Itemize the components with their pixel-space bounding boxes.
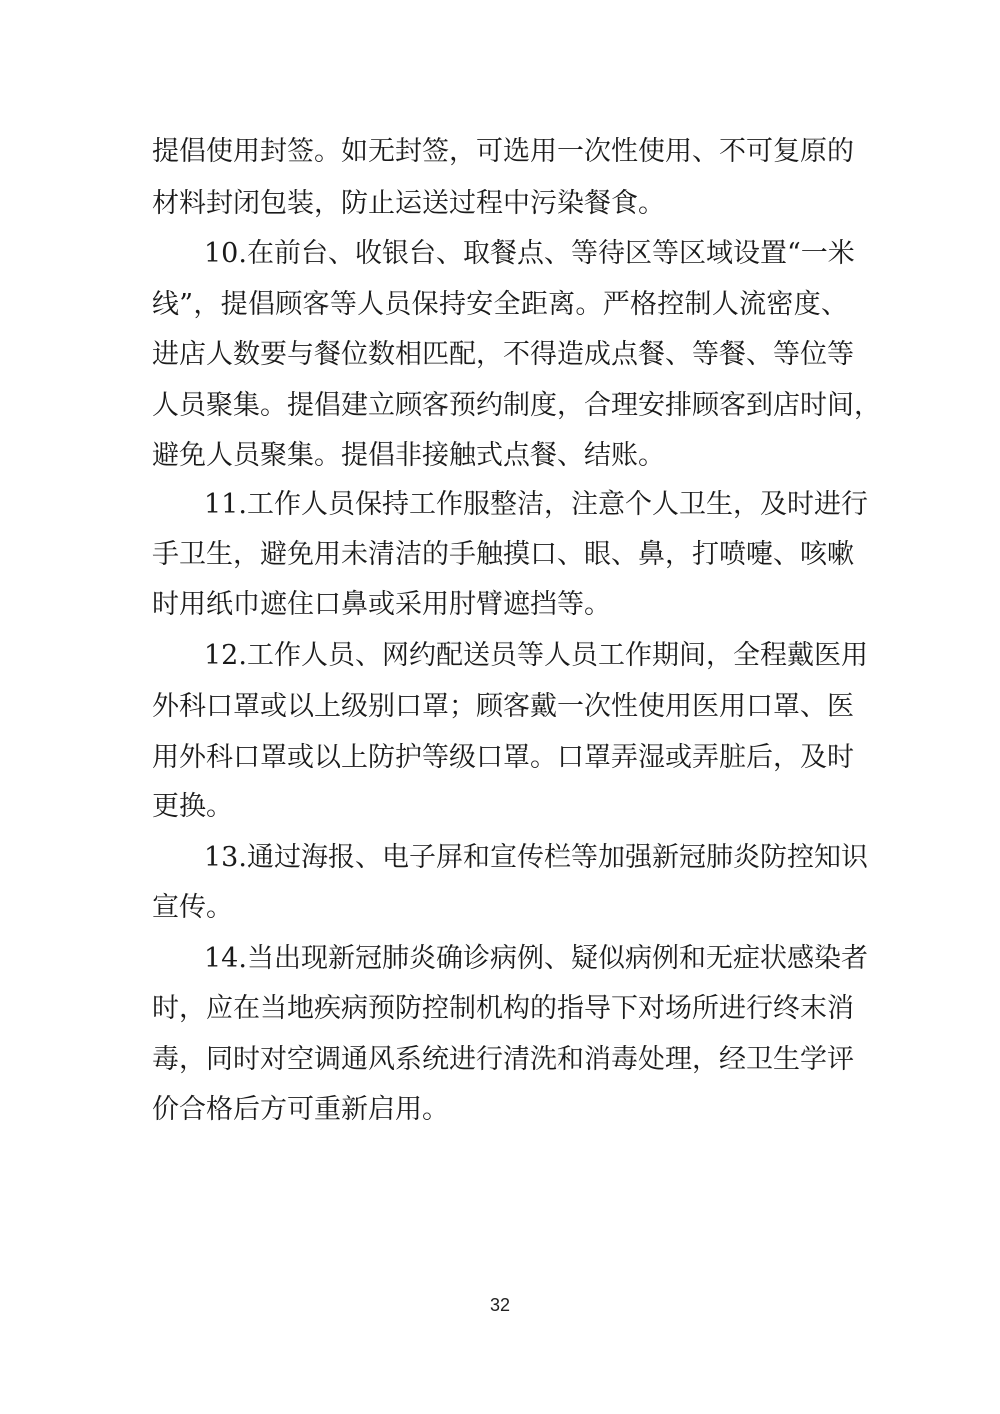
paragraph-line: 外科口罩或以上级别口罩；顾客戴一次性使用医用口罩、医 xyxy=(152,691,854,722)
paragraph-line: 人员聚集。提倡建立顾客预约制度，合理安排顾客到店时间， xyxy=(152,390,881,421)
paragraph-line: 11.工作人员保持工作服整洁，注意个人卫生，及时进行 xyxy=(204,489,868,520)
paragraph-line: 手卫生，避免用未清洁的手触摸口、眼、鼻，打喷嚏、咳嗽 xyxy=(152,539,854,570)
paragraph-line: 进店人数要与餐位数相匹配，不得造成点餐、等餐、等位等 xyxy=(152,339,854,370)
paragraph-line: 14.当出现新冠肺炎确诊病例、疑似病例和无症状感染者 xyxy=(204,943,868,974)
page-number: 32 xyxy=(489,1295,511,1315)
paragraph-line: 更换。 xyxy=(152,791,233,822)
paragraph-line: 材料封闭包装，防止运送过程中污染餐食。 xyxy=(152,188,665,219)
paragraph-line: 13.通过海报、电子屏和宣传栏等加强新冠肺炎防控知识 xyxy=(204,842,868,873)
paragraph-line: 线”，提倡顾客等人员保持安全距离。严格控制人流密度、 xyxy=(152,289,848,320)
paragraph-line: 10.在前台、收银台、取餐点、等待区等区域设置“一米 xyxy=(204,238,855,269)
paragraph-line: 价合格后方可重新启用。 xyxy=(152,1094,449,1125)
paragraph-line: 时，应在当地疾病预防控制机构的指导下对场所进行终末消 xyxy=(152,993,854,1024)
paragraph-line: 避免人员聚集。提倡非接触式点餐、结账。 xyxy=(152,440,665,471)
paragraph-line: 时用纸巾遮住口鼻或采用肘臂遮挡等。 xyxy=(152,589,611,620)
paragraph-line: 12.工作人员、网约配送员等人员工作期间，全程戴医用 xyxy=(204,640,868,671)
paragraph-line: 宣传。 xyxy=(152,892,233,923)
paragraph-line: 毒，同时对空调通风系统进行清洗和消毒处理，经卫生学评 xyxy=(152,1044,854,1075)
paragraph-line: 用外科口罩或以上防护等级口罩。口罩弄湿或弄脏后，及时 xyxy=(152,742,854,773)
paragraph-line: 提倡使用封签。如无封签，可选用一次性使用、不可复原的 xyxy=(152,136,854,167)
